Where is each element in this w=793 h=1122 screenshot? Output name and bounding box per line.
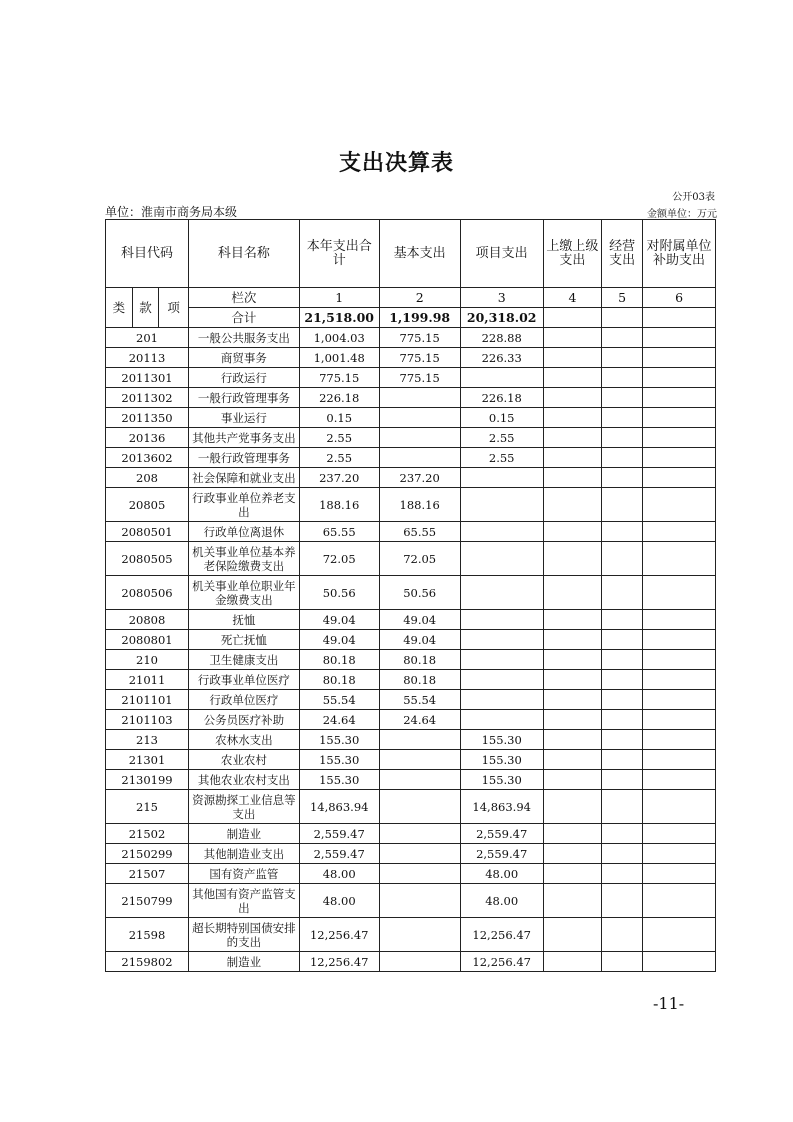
row-business: [602, 348, 643, 368]
row-name: 其他农业农村支出: [189, 770, 300, 790]
row-code: 2080506: [106, 576, 189, 610]
row-business: [602, 884, 643, 918]
row-subsidy: [643, 408, 716, 428]
form-code: 公开03表: [672, 192, 715, 203]
row-upper: [543, 630, 601, 650]
row-upper: [543, 610, 601, 630]
row-name: 行政单位离退休: [189, 522, 300, 542]
row-business: [602, 790, 643, 824]
row-subsidy: [643, 630, 716, 650]
row-code: 213: [106, 730, 189, 750]
row-name: 其他共产党事务支出: [189, 428, 300, 448]
row-basic: 49.04: [379, 610, 460, 630]
row-upper: [543, 408, 601, 428]
row-upper: [543, 690, 601, 710]
table-row: [106, 488, 716, 522]
row-basic: [379, 864, 460, 884]
row-name: 死亡抚恤: [189, 630, 300, 650]
row-business: [602, 428, 643, 448]
row-upper: [543, 388, 601, 408]
row-total: 1,004.03: [299, 328, 379, 348]
row-name: 公务员医疗补助: [189, 710, 300, 730]
row-upper: [543, 884, 601, 918]
row-name: 国有资产监管: [189, 864, 300, 884]
lanci-6: 6: [643, 288, 716, 308]
row-business: [602, 844, 643, 864]
row-upper: [543, 448, 601, 468]
row-upper: [543, 824, 601, 844]
row-basic: 50.56: [379, 576, 460, 610]
row-name: 卫生健康支出: [189, 650, 300, 670]
row-subsidy: [643, 488, 716, 522]
table-row: [106, 610, 716, 630]
row-project: [460, 710, 543, 730]
row-name: 机关事业单位职业年金缴费支出: [189, 576, 300, 610]
row-basic: 237.20: [379, 468, 460, 488]
row-name: 商贸事务: [189, 348, 300, 368]
row-project: 226.18: [460, 388, 543, 408]
row-upper: [543, 348, 601, 368]
row-code: 208: [106, 468, 189, 488]
row-project: 155.30: [460, 730, 543, 750]
row-subsidy: [643, 522, 716, 542]
row-business: [602, 388, 643, 408]
row-project: 48.00: [460, 864, 543, 884]
row-upper: [543, 650, 601, 670]
row-total: 2.55: [299, 448, 379, 468]
row-subsidy: [643, 690, 716, 710]
table-row: [106, 468, 716, 488]
table-row: [106, 824, 716, 844]
row-total: 80.18: [299, 650, 379, 670]
row-business: [602, 610, 643, 630]
table-row: [106, 884, 716, 918]
row-code: 20136: [106, 428, 189, 448]
row-name: 农业农村: [189, 750, 300, 770]
total-label: 合计: [189, 308, 300, 328]
table-row: [106, 844, 716, 864]
row-total: 775.15: [299, 368, 379, 388]
row-upper: [543, 730, 601, 750]
row-code: 2080505: [106, 542, 189, 576]
row-business: [602, 408, 643, 428]
unit-label: 单位：淮南市商务局本级: [105, 205, 238, 219]
row-subsidy: [643, 670, 716, 690]
row-subsidy: [643, 918, 716, 952]
table-row: [106, 770, 716, 790]
row-business: [602, 864, 643, 884]
row-subsidy: [643, 368, 716, 388]
table-row: [106, 328, 716, 348]
table-row: [106, 630, 716, 650]
table-row: [106, 522, 716, 542]
row-total: 65.55: [299, 522, 379, 542]
row-code: 2011350: [106, 408, 189, 428]
row-code: 2013602: [106, 448, 189, 468]
row-code: 21301: [106, 750, 189, 770]
row-code: 2159802: [106, 952, 189, 972]
row-code: 21011: [106, 670, 189, 690]
table-row: [106, 542, 716, 576]
header-basic: 基本支出: [379, 220, 460, 288]
row-subsidy: [643, 468, 716, 488]
row-total: 1,001.48: [299, 348, 379, 368]
row-business: [602, 448, 643, 468]
row-subsidy: [643, 790, 716, 824]
row-business: [602, 750, 643, 770]
row-subsidy: [643, 650, 716, 670]
subheader-kuan: 款: [132, 288, 159, 328]
row-upper: [543, 864, 601, 884]
row-business: [602, 710, 643, 730]
total-business: [602, 308, 643, 328]
row-business: [602, 576, 643, 610]
row-basic: 65.55: [379, 522, 460, 542]
row-project: 228.88: [460, 328, 543, 348]
header-name: 科目名称: [189, 220, 300, 288]
row-subsidy: [643, 428, 716, 448]
row-basic: [379, 408, 460, 428]
row-code: 201: [106, 328, 189, 348]
row-upper: [543, 918, 601, 952]
row-project: 12,256.47: [460, 952, 543, 972]
row-code: 2080501: [106, 522, 189, 542]
row-upper: [543, 710, 601, 730]
subheader-lei: 类: [106, 288, 133, 328]
row-basic: [379, 952, 460, 972]
expenditure-table: [105, 219, 716, 972]
row-project: [460, 690, 543, 710]
row-total: 49.04: [299, 610, 379, 630]
table-row: [106, 368, 716, 388]
row-total: 55.54: [299, 690, 379, 710]
row-total: 188.16: [299, 488, 379, 522]
row-project: 2,559.47: [460, 844, 543, 864]
row-upper: [543, 790, 601, 824]
table-row: [106, 650, 716, 670]
row-basic: [379, 750, 460, 770]
lanci-3: 3: [460, 288, 543, 308]
row-code: 21598: [106, 918, 189, 952]
row-total: 49.04: [299, 630, 379, 650]
row-code: 2150299: [106, 844, 189, 864]
row-business: [602, 770, 643, 790]
row-project: [460, 468, 543, 488]
row-basic: 775.15: [379, 368, 460, 388]
row-subsidy: [643, 348, 716, 368]
amount-unit-label: 金额单位：万元: [647, 209, 717, 220]
row-subsidy: [643, 864, 716, 884]
row-subsidy: [643, 448, 716, 468]
row-name: 超长期特别国债安排的支出: [189, 918, 300, 952]
row-subsidy: [643, 576, 716, 610]
row-upper: [543, 844, 601, 864]
row-project: [460, 670, 543, 690]
row-subsidy: [643, 750, 716, 770]
row-business: [602, 730, 643, 750]
row-project: 12,256.47: [460, 918, 543, 952]
row-code: 20113: [106, 348, 189, 368]
row-business: [602, 488, 643, 522]
table-row: [106, 918, 716, 952]
row-project: 14,863.94: [460, 790, 543, 824]
table-row: [106, 388, 716, 408]
row-project: [460, 650, 543, 670]
row-project: 155.30: [460, 750, 543, 770]
row-business: [602, 670, 643, 690]
row-name: 一般行政管理事务: [189, 388, 300, 408]
lanci-row: [106, 288, 716, 308]
total-row: [106, 308, 716, 328]
row-basic: 80.18: [379, 650, 460, 670]
row-project: [460, 610, 543, 630]
row-code: 215: [106, 790, 189, 824]
table-row: [106, 670, 716, 690]
row-basic: [379, 388, 460, 408]
row-code: 2101101: [106, 690, 189, 710]
row-upper: [543, 542, 601, 576]
row-project: 2.55: [460, 428, 543, 448]
row-upper: [543, 770, 601, 790]
row-total: 24.64: [299, 710, 379, 730]
row-project: [460, 522, 543, 542]
table-row: [106, 750, 716, 770]
row-subsidy: [643, 542, 716, 576]
lanci-1: 1: [299, 288, 379, 308]
table-row: [106, 952, 716, 972]
subheader-xiang: 项: [159, 288, 189, 328]
row-business: [602, 522, 643, 542]
row-upper: [543, 368, 601, 388]
row-project: [460, 368, 543, 388]
lanci-2: 2: [379, 288, 460, 308]
row-name: 行政单位医疗: [189, 690, 300, 710]
row-subsidy: [643, 770, 716, 790]
total-basic: 1,199.98: [379, 308, 460, 328]
table-row: [106, 348, 716, 368]
row-project: [460, 576, 543, 610]
header-business: 经营支出: [602, 220, 643, 288]
row-upper: [543, 576, 601, 610]
row-code: 2101103: [106, 710, 189, 730]
row-basic: 775.15: [379, 348, 460, 368]
row-business: [602, 918, 643, 952]
row-code: 2011301: [106, 368, 189, 388]
table-row: [106, 448, 716, 468]
row-total: 2.55: [299, 428, 379, 448]
row-name: 机关事业单位基本养老保险缴费支出: [189, 542, 300, 576]
row-basic: [379, 918, 460, 952]
total-amount: 21,518.00: [299, 308, 379, 328]
row-basic: [379, 770, 460, 790]
header-code: 科目代码: [106, 220, 189, 288]
table-row: [106, 730, 716, 750]
header-subsidy: 对附属单位补助支出: [643, 220, 716, 288]
row-code: 210: [106, 650, 189, 670]
row-name: 其他制造业支出: [189, 844, 300, 864]
row-upper: [543, 750, 601, 770]
row-project: 0.15: [460, 408, 543, 428]
row-code: 2150799: [106, 884, 189, 918]
row-basic: 775.15: [379, 328, 460, 348]
row-basic: [379, 884, 460, 918]
row-subsidy: [643, 388, 716, 408]
row-total: 155.30: [299, 770, 379, 790]
row-business: [602, 824, 643, 844]
row-business: [602, 952, 643, 972]
header-row: [106, 220, 716, 288]
row-upper: [543, 952, 601, 972]
row-basic: 55.54: [379, 690, 460, 710]
row-business: [602, 690, 643, 710]
page-title: 支出决算表: [338, 151, 454, 176]
row-project: 2,559.47: [460, 824, 543, 844]
row-subsidy: [643, 824, 716, 844]
table-row: [106, 864, 716, 884]
row-business: [602, 468, 643, 488]
row-project: 155.30: [460, 770, 543, 790]
row-code: 20805: [106, 488, 189, 522]
page-number: -11-: [653, 994, 685, 1013]
row-code: 2080801: [106, 630, 189, 650]
row-subsidy: [643, 710, 716, 730]
table-row: [106, 690, 716, 710]
row-basic: 80.18: [379, 670, 460, 690]
row-name: 行政事业单位养老支出: [189, 488, 300, 522]
row-name: 制造业: [189, 952, 300, 972]
row-name: 行政事业单位医疗: [189, 670, 300, 690]
table-row: [106, 576, 716, 610]
header-project: 项目支出: [460, 220, 543, 288]
row-upper: [543, 670, 601, 690]
row-business: [602, 650, 643, 670]
row-name: 其他国有资产监管支出: [189, 884, 300, 918]
row-upper: [543, 488, 601, 522]
table-row: [106, 428, 716, 448]
row-total: 237.20: [299, 468, 379, 488]
row-subsidy: [643, 952, 716, 972]
row-business: [602, 368, 643, 388]
row-subsidy: [643, 328, 716, 348]
row-basic: [379, 448, 460, 468]
row-name: 抚恤: [189, 610, 300, 630]
total-upper: [543, 308, 601, 328]
row-name: 资源勘探工业信息等支出: [189, 790, 300, 824]
row-total: 2,559.47: [299, 844, 379, 864]
table-row: [106, 408, 716, 428]
row-project: [460, 542, 543, 576]
row-name: 一般公共服务支出: [189, 328, 300, 348]
row-project: 2.55: [460, 448, 543, 468]
row-basic: [379, 844, 460, 864]
row-total: 226.18: [299, 388, 379, 408]
row-total: 2,559.47: [299, 824, 379, 844]
row-total: 155.30: [299, 750, 379, 770]
row-total: 0.15: [299, 408, 379, 428]
row-total: 48.00: [299, 884, 379, 918]
row-basic: [379, 428, 460, 448]
row-code: 2130199: [106, 770, 189, 790]
header-upper: 上缴上级支出: [543, 220, 601, 288]
lanci-5: 5: [602, 288, 643, 308]
row-total: 80.18: [299, 670, 379, 690]
lanci-label: 栏次: [189, 288, 300, 308]
row-basic: [379, 790, 460, 824]
row-subsidy: [643, 730, 716, 750]
row-name: 一般行政管理事务: [189, 448, 300, 468]
row-code: 21502: [106, 824, 189, 844]
row-subsidy: [643, 884, 716, 918]
row-basic: 72.05: [379, 542, 460, 576]
row-code: 21507: [106, 864, 189, 884]
row-subsidy: [643, 610, 716, 630]
total-subsidy: [643, 308, 716, 328]
row-total: 155.30: [299, 730, 379, 750]
row-project: [460, 488, 543, 522]
row-name: 制造业: [189, 824, 300, 844]
row-basic: [379, 824, 460, 844]
row-upper: [543, 522, 601, 542]
row-code: 20808: [106, 610, 189, 630]
row-upper: [543, 328, 601, 348]
table-row: [106, 710, 716, 730]
row-total: 50.56: [299, 576, 379, 610]
lanci-4: 4: [543, 288, 601, 308]
header-total: 本年支出合计: [299, 220, 379, 288]
row-basic: 24.64: [379, 710, 460, 730]
row-basic: 49.04: [379, 630, 460, 650]
row-business: [602, 542, 643, 576]
row-total: 12,256.47: [299, 952, 379, 972]
total-project: 20,318.02: [460, 308, 543, 328]
row-name: 农林水支出: [189, 730, 300, 750]
row-project: 48.00: [460, 884, 543, 918]
row-business: [602, 328, 643, 348]
row-project: 226.33: [460, 348, 543, 368]
row-business: [602, 630, 643, 650]
row-upper: [543, 428, 601, 448]
row-name: 事业运行: [189, 408, 300, 428]
table-row: [106, 790, 716, 824]
row-name: 行政运行: [189, 368, 300, 388]
row-name: 社会保障和就业支出: [189, 468, 300, 488]
unit-line: [105, 203, 717, 220]
row-code: 2011302: [106, 388, 189, 408]
row-total: 12,256.47: [299, 918, 379, 952]
row-project: [460, 630, 543, 650]
row-total: 72.05: [299, 542, 379, 576]
row-upper: [543, 468, 601, 488]
row-subsidy: [643, 844, 716, 864]
row-total: 14,863.94: [299, 790, 379, 824]
row-basic: [379, 730, 460, 750]
row-total: 48.00: [299, 864, 379, 884]
row-basic: 188.16: [379, 488, 460, 522]
